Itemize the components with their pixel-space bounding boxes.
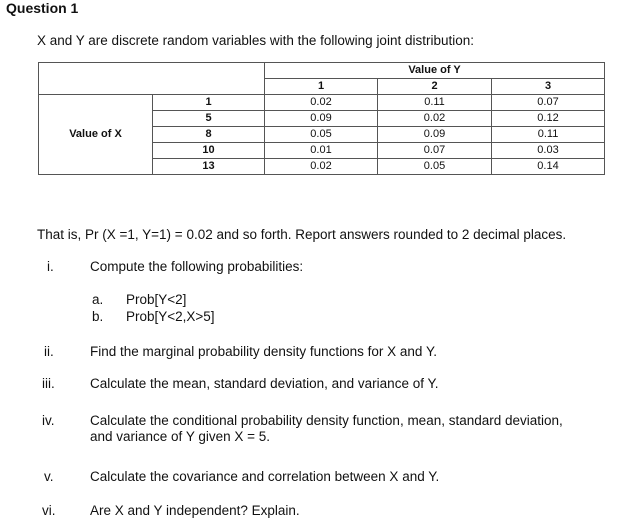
question-intro: X and Y are discrete random variables with the following joint distribution: <box>37 33 474 48</box>
item-text-continued: and variance of Y given X = 5. <box>90 429 271 444</box>
subitem-letter: b. <box>92 309 104 324</box>
table-corner-cell <box>39 63 265 95</box>
subitem-letter: a. <box>92 292 104 307</box>
item-number: iv. <box>42 413 55 428</box>
y-value: 3 <box>492 79 605 95</box>
x-value: 1 <box>153 95 265 111</box>
probability-cell: 0.09 <box>265 111 378 127</box>
probability-cell: 0.07 <box>492 95 605 111</box>
item-text: Calculate the covariance and correlation between X and Y. <box>90 469 440 484</box>
item-text: Are X and Y independent? Explain. <box>90 503 300 518</box>
item-number: v. <box>44 469 54 484</box>
probability-cell: 0.02 <box>265 95 378 111</box>
probability-cell: 0.05 <box>378 159 492 175</box>
probability-cell: 0.14 <box>492 159 605 175</box>
item-number: vi. <box>42 503 56 518</box>
probability-cell: 0.05 <box>265 127 378 143</box>
table-header-row <box>39 63 605 79</box>
item-text: Calculate the mean, standard deviation, and variance of Y. <box>90 376 439 391</box>
probability-cell: 0.03 <box>492 143 605 159</box>
probability-cell: 0.11 <box>378 95 492 111</box>
item-text: Calculate the conditional probability density function, mean, standard deviation, <box>90 413 563 428</box>
x-value: 13 <box>153 159 265 175</box>
probability-cell: 0.02 <box>265 159 378 175</box>
item-number: i. <box>47 259 54 274</box>
x-header: Value of X <box>39 95 153 175</box>
item-number: iii. <box>42 376 55 391</box>
y-value: 2 <box>378 79 492 95</box>
x-value: 5 <box>153 111 265 127</box>
probability-cell: 0.02 <box>378 111 492 127</box>
question-title: Question 1 <box>6 0 79 16</box>
note-text: That is, Pr (X =1, Y=1) = 0.02 and so forth. Report answers rounded to 2 decimal places. <box>37 227 567 242</box>
item-text: Compute the following probabilities: <box>90 259 304 274</box>
subitem-text: Prob[Y<2,X>5] <box>126 309 215 324</box>
y-header: Value of Y <box>265 63 605 79</box>
subitem-text: Prob[Y<2] <box>126 292 187 307</box>
probability-cell: 0.12 <box>492 111 605 127</box>
item-text: Find the marginal probability density functions for X and Y. <box>90 344 437 359</box>
probability-cell: 0.01 <box>265 143 378 159</box>
probability-cell: 0.09 <box>378 127 492 143</box>
table-row <box>39 95 605 111</box>
y-value: 1 <box>265 79 378 95</box>
probability-cell: 0.11 <box>492 127 605 143</box>
item-number: ii. <box>44 344 54 359</box>
x-value: 8 <box>153 127 265 143</box>
joint-distribution-table <box>38 62 605 175</box>
probability-cell: 0.07 <box>378 143 492 159</box>
x-value: 10 <box>153 143 265 159</box>
